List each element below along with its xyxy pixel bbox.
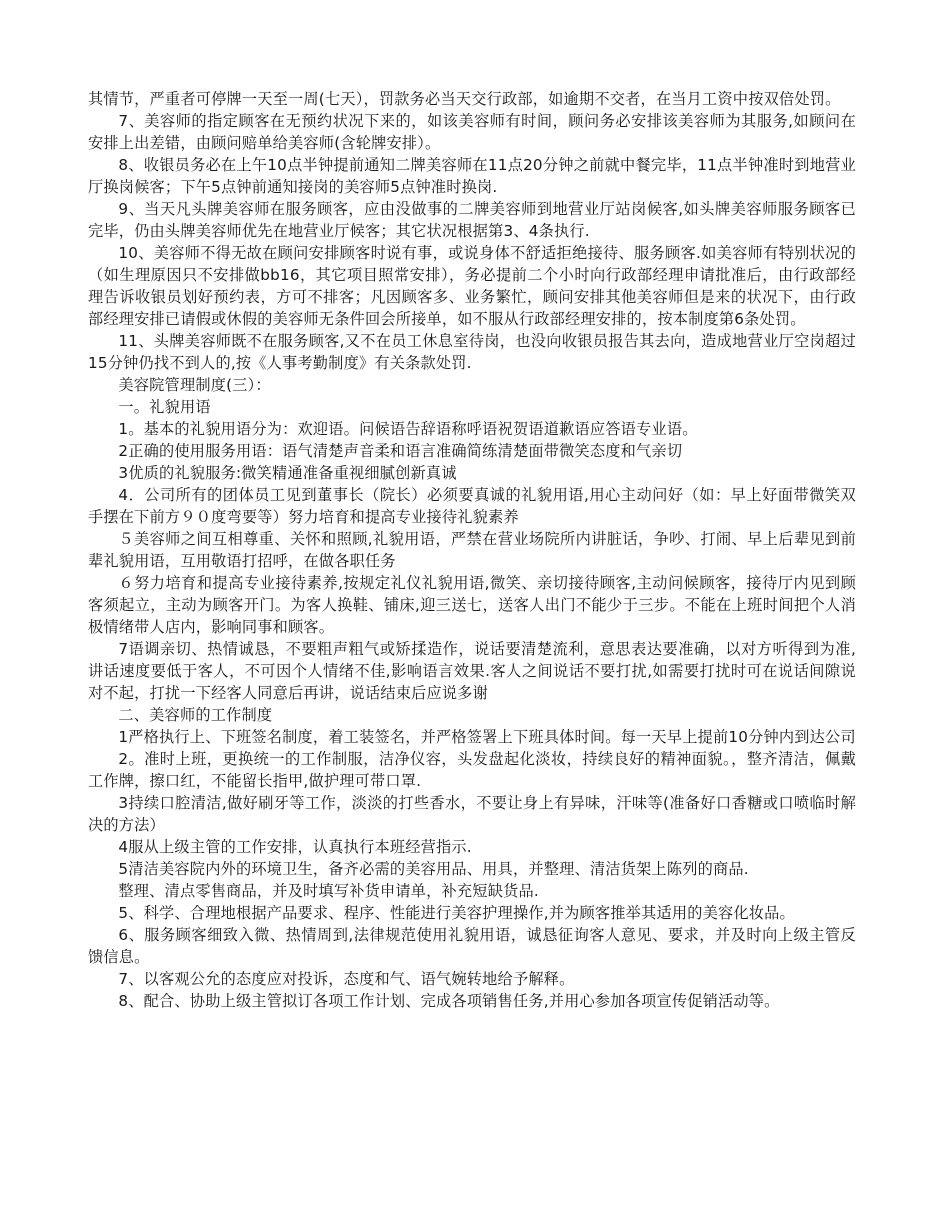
paragraph-work-4: 4服从上级主管的工作安排，认真执行本班经营指示. [118, 838, 472, 856]
paragraph-courtesy-4: 4．公司所有的团体员工见到董事长（院长）必须要真诚的礼貌用语,用心主动问好（如：早上好面带微笑双手摆在下前方９０度弯要等）努力培育和提高专业接待礼貌素养 [88, 486, 856, 526]
subsection-work-rules: 二、美容师的工作制度 [118, 706, 273, 724]
paragraph-courtesy-1: 1。基本的礼貌用语分为：欢迎语。问候语告辞语称呼语祝贺语道歉语应答语专业语。 [118, 420, 698, 438]
paragraph-courtesy-3: 3优质的礼貌服务:微笑精通准备重视细腻创新真诚 [118, 464, 457, 482]
paragraph-work-6: 6、服务顾客细致入微、热情周到,法律规范使用礼貌用语，诚恳征询客人意见、要求，并及时向上级主管反馈信息。 [88, 926, 856, 966]
paragraph-courtesy-6: ６努力培育和提高专业接待素养,按规定礼仪礼貌用语,微笑、亲切接待顾客,主动问候顾客，接待厅内见到顾客须起立，主动为顾客开门。为客人换鞋、铺床,迎三送七，送客人出门不能少于三步。不能在上班时间把个人消极情绪带人店内，影响同事和顾客。 [88, 574, 856, 636]
paragraph-work-5: 5清洁美容院内外的环境卫生，备齐必需的美容用品、用具，并整理、清洁货架上陈列的商品. [118, 860, 749, 878]
paragraph-work-7: 7、以客观公允的态度应对投诉，态度和气、语气婉转地给予解释。 [118, 970, 575, 988]
paragraph-work-1: 1严格执行上、下班签名制度，着工装签名，并严格签署上下班具体时间。每一天早上提前10分钟内到达公司 [118, 728, 856, 746]
paragraph-work-5c: 5、科学、合理地根据产品要求、程序、性能进行美容护理操作,并为顾客推举其适用的美容化妆品。 [118, 904, 795, 922]
subsection-courtesy-language: 一。礼貌用语 [118, 398, 211, 416]
paragraph-rule-10: 10、美容师不得无故在顾问安排顾客时说有事，或说身体不舒适拒绝接待、服务顾客.如美容师有特别状况的（如生理原因只不安排做bb16，其它项目照常安排），务必提前二个小时向行政部经理申请批准后，由行政部经理告诉收银员划好预约表，方可不排客；凡因顾客多、业务繁忙，顾问安排其他美容师但是来的状况下，由行政部经理安排已请假或休假的美容师无条件回会所接单，如不服从行政部经理安排的，按本制度第6条处罚。 [88, 244, 856, 328]
paragraph-rule-11: 11、头牌美容师既不在服务顾客,又不在员工休息室待岗，也没向收银员报告其去向，造成地营业厅空岗超过15分钟仍找不到人的,按《人事考勤制度》有关条款处罚. [88, 332, 856, 372]
paragraph-rule-9: 9、当天凡头牌美容师在服务顾客，应由没做事的二牌美容师到地营业厅站岗候客,如头牌美容师服务顾客已完毕，仍由头牌美容师优先在地营业厅候客；其它状况根据第3、4条执行. [88, 200, 856, 240]
paragraph-work-8: 8、配合、协助上级主管拟订各项工作计划、完成各项销售任务,并用心参加各项宣传促销活动等。 [118, 992, 780, 1010]
paragraph-rule-7: 7、美容师的指定顾客在无预约状况下来的，如该美容师有时间，顾问务必安排该美容师为其服务,如顾问在安排上出差错，由顾问赔单给美容师(含轮牌安排）。 [88, 112, 856, 152]
paragraph-work-5b: 整理、清点零售商品，并及时填写补货申请单，补充短缺货品. [118, 882, 539, 900]
paragraph-work-2: 2。准时上班，更换统一的工作制服，洁净仪容，头发盘起化淡妆，持续良好的精神面貌。，整齐清洁，佩戴工作牌，擦口红，不能留长指甲,做护理可带口罩. [88, 750, 856, 790]
paragraph-work-3: 3持续口腔清洁,做好刷牙等工作，淡淡的打些香水，不要让身上有异味，汗味等(准备好口香糖或口喷临时解决的方法） [88, 794, 856, 834]
paragraph-courtesy-2: 2正确的使用服务用语：语气清楚声音柔和语言准确简练清楚面带微笑态度和气亲切 [118, 442, 683, 460]
document-page [88, 88, 856, 1012]
paragraph-courtesy-7: 7语调亲切、热情诚恳，不要粗声粗气或矫揉造作，说话要清楚流利，意思表达要准确，以对方听得到为准,讲话速度要低于客人，不可因个人情绪不佳,影响语言效果.客人之间说话不要打扰,如需要打扰时可在说话间隙说对不起，打扰一下经客人同意后再讲，说话结束后应说多谢 [88, 640, 856, 702]
paragraph-penalty-continued: 其情节，严重者可停牌一天至一周(七天），罚款务必当天交行政部，如逾期不交者，在当月工资中按双倍处罚。 [88, 90, 841, 108]
paragraph-courtesy-5: ５美容师之间互相尊重、关怀和照顾,礼貌用语，严禁在营业场院所内讲脏话，争吵、打闹、早上后辈见到前辈礼貌用语，互用敬语打招呼，在做各职任务 [88, 530, 856, 570]
paragraph-rule-8: 8、收银员务必在上午10点半钟提前通知二牌美容师在11点20分钟之前就中餐完毕，11点半钟准时到地营业厅换岗候客；下午5点钟前通知接岗的美容师5点钟准时换岗. [88, 156, 856, 196]
section-title: 美容院管理制度(三）： [118, 376, 271, 394]
